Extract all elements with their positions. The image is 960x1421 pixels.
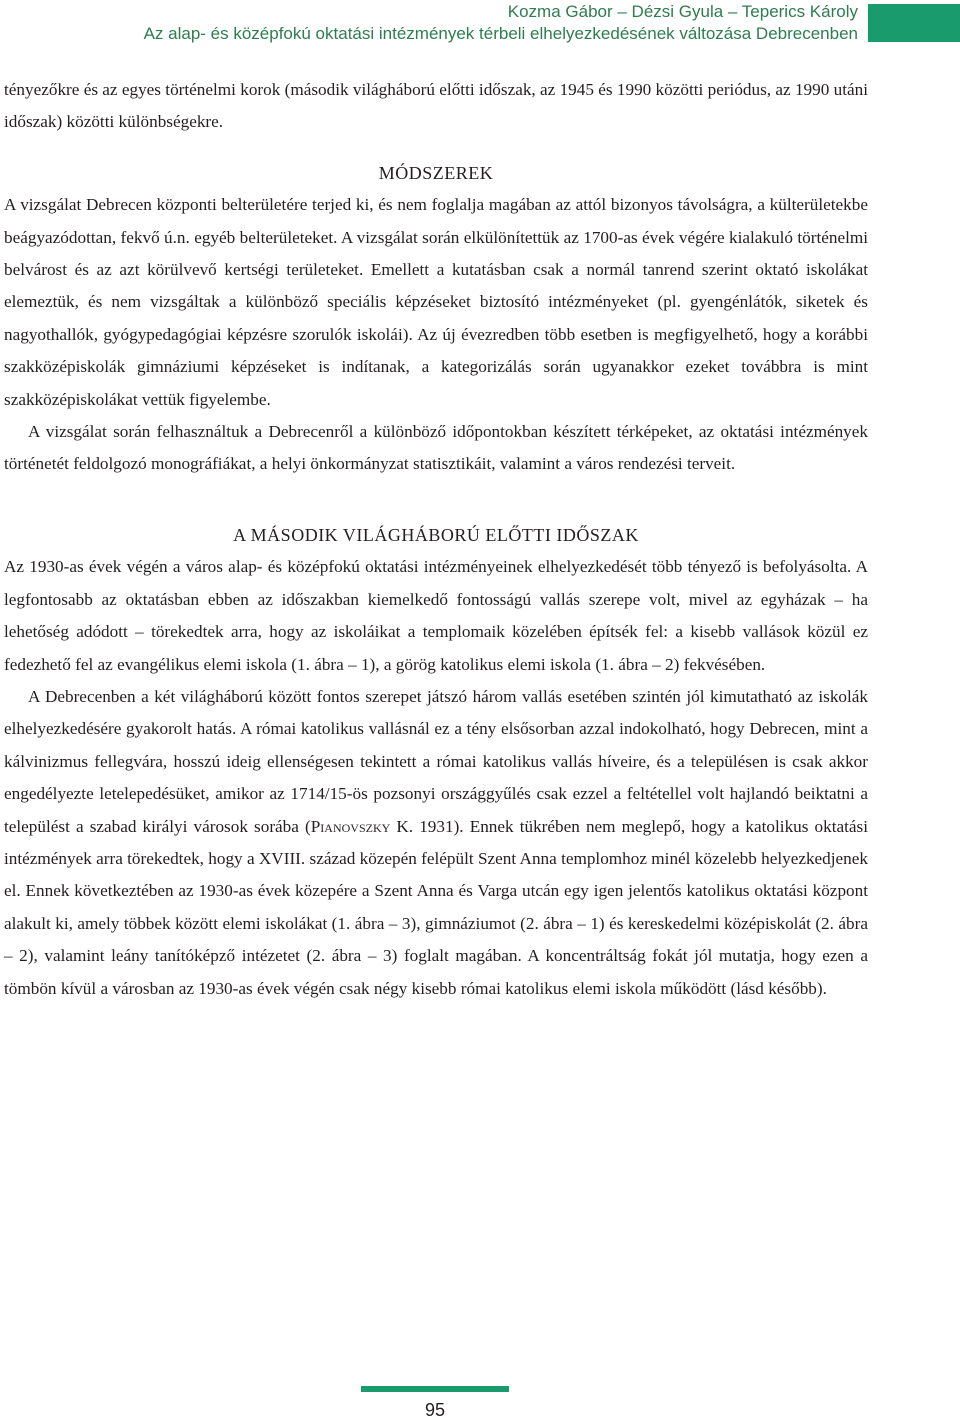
prewar-paragraph-1: Az 1930-as évek végén a város alap- és középfokú oktatási intézményeinek elhelyezkedését több tényező is befolyásolta. A legfontosabb az oktatásban ebben az időszakban kiemelkedő fontosságú vallás szerepe volt, mivel az egyházak – ha lehetőség adódott – törekedtek arra, hogy az iskoláikat a templomaik közelében építsék fel: a kisebb vallások közül ez fedezhető fel az evangélikus elemi iskola (1. ábra – 1), a görög katolikus elemi iskola (1. ábra – 2) fekvésében. bbox=[4, 557, 868, 674]
prewar-heading: A MÁSODIK VILÁGHÁBORÚ ELŐTTI IDŐSZAK bbox=[233, 524, 639, 545]
prewar-paragraph-2-part-2: K. 1931). Ennek tükrében nem meglepő, hogy a katolikus oktatási intézmények arra törekedtek, hogy a XVIII. század közepén felépült Szent Anna templomhoz minél közelebb helyezkedjenek el. Ennek következtében az 1930-as évek közepére a Szent Anna és Varga utcán egy igen jelentős katolikus oktatási központ alakult ki, amely többek között elemi iskolákat (1. ábra – 3), gimnáziumot (2. ábra – 1) és kereskedelmi középiskolát (2. ábra – 2), valamint leány tanítóképző intézetet (2. ábra – 3) foglalt magában. A koncentráltság fokát jól mutatja, hogy ezen a tömbön kívül a városban az 1930-as évek végén csak négy kisebb római katolikus elemi iskola működött (lásd később). bbox=[4, 816, 868, 998]
section-spacer bbox=[4, 481, 868, 519]
methods-paragraph-2: A vizsgálat során felhasználtuk a Debrecenről a különböző időpontokban készített térképeket, az oktatási intézmények történetét feldolgozó monográfiákat, a helyi önkormányzat statisztikáit, valamint a város rendezési terveit. bbox=[4, 422, 868, 474]
citation-author: Pianovszky bbox=[310, 816, 391, 836]
running-header bbox=[0, 0, 960, 50]
footer-accent-bar bbox=[361, 1386, 509, 1392]
methods-paragraph-1: A vizsgálat Debrecen központi belterületére terjed ki, és nem foglalja magában az attól bizonyos távolságra, a külterületekbe beágyazódottan, fekvő ú.n. egyéb belterületeket. A vizsgálat során elkülönítettük az 1700-as évek végére kialakuló történelmi belvárost és az azt körülvevő kertségi területeket. Emellett a kutatásban csak a normál tanrend szerint oktató iskolákat elemeztük, és nem vizsgáltak a különböző speciális képzéseket biztosító intézményeket (pl. gyengénlátók, siketek és nagyothallók, gyógypedagógiai képzésre szorulók iskolái). Az új évezredben több esetben is megfigyelhető, hogy a korábbi szakközépiskolák gimnáziumi képzéseket is indítanak, a kategorizálás során ugyanakkor ezeket továbbra is mint szakközépiskolákat vettük figyelembe. bbox=[4, 195, 868, 409]
section-spacer bbox=[4, 139, 868, 157]
header-title: Az alap- és középfokú oktatási intézmények térbeli elhelyezkedésének változása Debrecenben bbox=[143, 24, 858, 43]
header-accent-block bbox=[868, 4, 960, 42]
page-number: 95 bbox=[424, 1400, 446, 1420]
article-body bbox=[4, 74, 868, 1005]
prewar-paragraph-2 bbox=[4, 681, 868, 1005]
intro-paragraph: tényezőkre és az egyes történelmi korok (második világháború előtti időszak, az 1945 és 1990 közötti periódus, az 1990 utáni időszak) közötti különbségekre. bbox=[4, 80, 868, 132]
methods-heading: MÓDSZEREK bbox=[378, 162, 494, 183]
prewar-paragraph-2-part-1: A Debrecenben a két világháború között fontos szerepet játszó három vallás esetében szintén jól kimutatható az iskolák elhelyezkedésére gyakorolt hatás. A római katolikus vallásnál ez a tény elsősorban azzal indokolható, hogy Debrecen, mint a kálvinizmus fellegvára, hosszú ideig ellenségesen tekintett a római katolikus vallás híveire, és a településen is csak akkor engedélyezte letelepedésüket, amikor az 1714/15-ös pozsonyi országgyűlés csak ezzel a feltétellel volt hajlandó beiktatni a települést a szabad királyi városok sorába ( bbox=[4, 686, 868, 836]
header-authors: Kozma Gábor – Dézsi Gyula – Teperics Károly bbox=[507, 2, 858, 21]
